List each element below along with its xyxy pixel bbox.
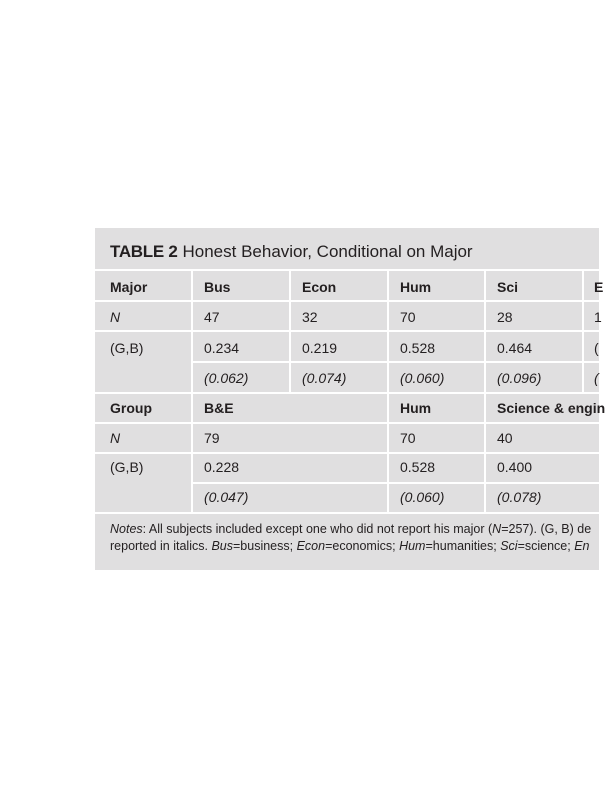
group-n-label: N	[110, 430, 121, 446]
table-panel	[95, 228, 605, 570]
gb-eng-partial: (	[594, 340, 599, 356]
n-econ: 32	[302, 309, 318, 325]
notes-n-symbol: N	[492, 522, 502, 536]
header-group: Group	[110, 400, 152, 416]
gb-econ: 0.219	[302, 340, 338, 356]
notes-line-2	[110, 538, 591, 555]
header-be: B&E	[204, 400, 234, 416]
gb-sci: 0.464	[497, 340, 533, 356]
header-eng-partial: E	[594, 279, 604, 295]
notes-abbr-hum: Hum	[399, 539, 426, 553]
rule-group-header	[95, 422, 599, 424]
notes-text-2a: reported in italics.	[110, 539, 212, 553]
group-n-be: 79	[204, 430, 220, 446]
notes-def-econ: =economics;	[325, 539, 400, 553]
gb-bus: 0.234	[204, 340, 240, 356]
table-label: TABLE 2	[110, 242, 178, 261]
se-eng-partial: (	[594, 370, 599, 386]
col-rule-5	[582, 269, 584, 392]
notes-label: Notes	[110, 522, 143, 536]
notes-def-bus: =business;	[232, 539, 297, 553]
notes-abbr-bus: Bus	[211, 539, 233, 553]
notes-def-sci: =science;	[517, 539, 575, 553]
rule-top	[95, 269, 599, 271]
rule-major-gb	[191, 361, 599, 363]
notes-line-1	[110, 521, 591, 538]
rule-major-bottom	[95, 392, 599, 394]
n-eng-partial: 1	[594, 309, 602, 325]
rule-major-header	[95, 300, 599, 302]
se-bus: (0.062)	[204, 370, 249, 386]
header-hum: Hum	[400, 279, 432, 295]
header-bus: Bus	[204, 279, 231, 295]
group-gb-be: 0.228	[204, 459, 240, 475]
notes-abbr-sci: Sci	[500, 539, 518, 553]
group-col-rule-2	[387, 392, 389, 512]
n-hum: 70	[400, 309, 416, 325]
rule-group-bottom	[95, 512, 599, 514]
group-se-hum: (0.060)	[400, 489, 445, 505]
table-title: Honest Behavior, Conditional on Major	[182, 242, 473, 261]
group-se-sci-eng: (0.078)	[497, 489, 542, 505]
group-col-rule-1	[191, 392, 193, 512]
row-n-label: N	[110, 309, 121, 325]
group-n-sci-eng: 40	[497, 430, 513, 446]
header-sci-eng: Science & engin	[497, 400, 605, 416]
notes-text-1b: =257). (G, B) de	[501, 522, 592, 536]
group-se-be: (0.047)	[204, 489, 249, 505]
table-notes	[110, 521, 591, 555]
rule-major-n	[95, 330, 599, 332]
notes-abbr-econ: Econ	[296, 539, 326, 553]
group-n-hum: 70	[400, 430, 416, 446]
col-rule-3	[387, 269, 389, 392]
header-econ: Econ	[302, 279, 337, 295]
rule-group-gb	[191, 482, 599, 484]
group-col-rule-3	[484, 392, 486, 512]
group-gb-label: (G,B)	[110, 459, 144, 475]
header-sci: Sci	[497, 279, 519, 295]
gb-hum: 0.528	[400, 340, 436, 356]
table-caption	[110, 242, 473, 262]
row-gb-label: (G,B)	[110, 340, 144, 356]
rule-group-n	[95, 452, 599, 454]
notes-text-1a: : All subjects included except one who did not report his major (	[142, 522, 493, 536]
header-major: Major	[110, 279, 148, 295]
n-bus: 47	[204, 309, 220, 325]
group-gb-hum: 0.528	[400, 459, 436, 475]
se-econ: (0.074)	[302, 370, 347, 386]
col-rule-4	[484, 269, 486, 392]
se-sci: (0.096)	[497, 370, 542, 386]
se-hum: (0.060)	[400, 370, 445, 386]
col-rule-2	[289, 269, 291, 392]
group-gb-sci-eng: 0.400	[497, 459, 533, 475]
notes-abbr-en: En	[574, 539, 590, 553]
notes-def-hum: =humanities;	[425, 539, 501, 553]
col-rule-1	[191, 269, 193, 392]
n-sci: 28	[497, 309, 513, 325]
header-group-hum: Hum	[400, 400, 432, 416]
